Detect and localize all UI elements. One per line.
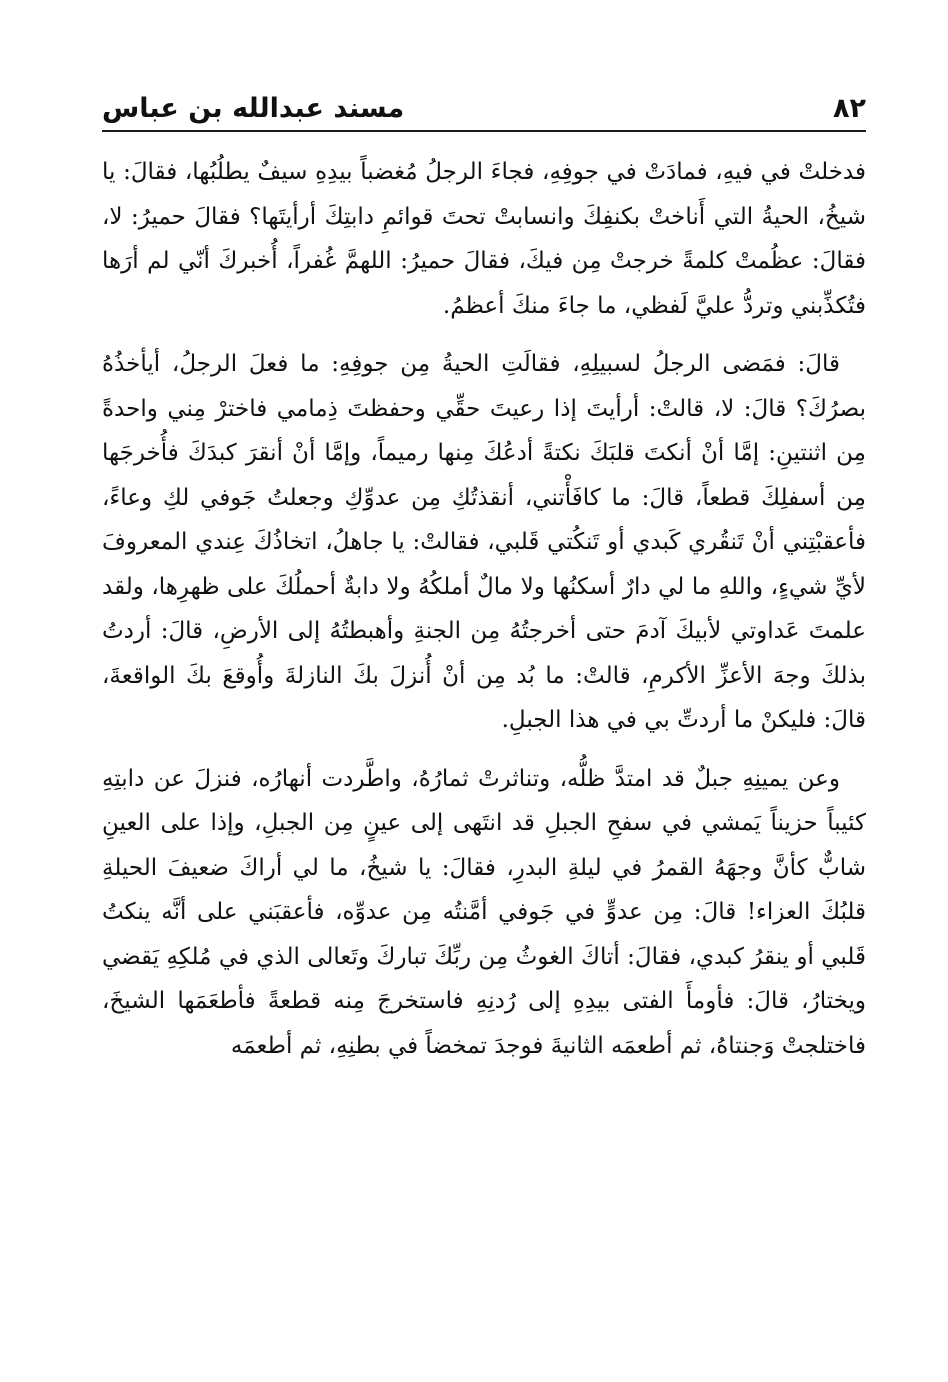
paragraph-2: قالَ: فمَضى الرجلُ لسبيلِهِ، فقالَتِ الحيةُ مِن جوفِهِ: ما فعلَ الرجلُ، أيأخذُهُ بصرُكَ؟ قالَ: لا، قالتْ: أرأيتَ إذا رعيتَ حقِّي وحفظتَ ذِمامي فاخترْ مِني واحدةً مِن اثنتينِ: إمَّا أنْ أنكتَ قلبَكَ نكتةً أدعُكَ مِنها رميماً، وإمَّا أنْ أنقرَ كبدَكَ فأُخرجَها مِن أسفلِكَ قطعاً، قالَ: ما كافَأْتني، أنقذتُكِ مِن عدوِّكِ وجعلتُ جَوفي لكِ وعاءً، فأعقبْتِني أنْ تَنقُري كَبدي أو تَنكُتي قَلبي، فقالتْ: يا جاهلُ، اتخاذُكَ عِندي المعروفَ لأيِّ شيءٍ، واللهِ ما لي دارٌ أسكنُها ولا مالٌ أملكُهُ ولا دابةٌ أحملُكَ على ظهرِها، ولقد علمتَ عَداوتي لأبيكَ آدمَ حتى أخرجتُهُ مِن الجنةِ وأهبطتُهُ إلى الأرضِ، قالَ: أردتُ بذلكَ وجهَ الأعزِّ الأكرمِ، قالتْ: ما بُد مِن أنْ أُنزلَ بكَ النازلةَ وأُوقعَ بكَ الواقعةَ، قالَ: فليكنْ ما أردتِّ بي في هذا الجبلِ.	[102, 351, 866, 733]
paragraph-1: فدخلتْ في فيهِ، فمادَتْ في جوفِهِ، فجاءَ الرجلُ مُغضباً بيدِهِ سيفٌ يطلُبُها، فقالَ: يا شيخُ، الحيةُ التي أَناختْ بكنفِكَ وانسابتْ تحتَ قوائمِ دابتِكَ أرأيتَها؟ فقالَ حميرُ: لا، فقالَ: عظُمتْ كلمةً خرجتْ مِن فيكَ، فقالَ حميرُ: اللهمَّ غُفراً، أُخبركَ أنّي لم أرَها فتُكذِّبني وتردُّ عليَّ لَفظي، ما جاءَ منكَ أعظمُ.	[102, 159, 866, 319]
page-number: ٨٢	[833, 93, 866, 124]
page-body	[102, 150, 866, 1068]
book-title: مسند عبدالله بن عباس	[102, 93, 405, 124]
paragraph-3: وعن يمينِهِ جبلٌ قد امتدَّ ظلُّه، وتناثرتْ ثمارُهُ، واطَّردت أنهارُه، فنزلَ عن دابتِهِ كئيباً حزيناً يَمشي في سفحِ الجبلِ قد انتَهى إلى عينٍ مِن الجبلِ، وإذا على العينِ شابٌّ كأنَّ وجهَهُ القمرُ في ليلةِ البدرِ، فقالَ: يا شيخُ، ما لي أراكَ ضعيفَ الحيلةِ قلبُكَ العزاء! قالَ: مِن عدوٍّ في جَوفي أمَّنتُه مِن عدوِّه، فأعقبَني على أنَّه ينكتُ قَلبي أو ينقرُ كبدي، فقالَ: أتاكَ الغوثُ مِن ربِّكَ تباركَ وتَعالى الذي في مُلكِهِ يَقضي ويختارُ، قالَ: فأومأَ الفتى بيدِهِ إلى رُدنِهِ فاستخرجَ مِنه قطعةً فأطعَمَها الشيخَ، فاختلجتْ وَجنتاهُ، ثم أطعمَه الثانيةَ فوجدَ تمخضاً في بطنِهِ، ثم أطعمَه	[102, 765, 866, 1059]
running-header	[102, 86, 866, 132]
